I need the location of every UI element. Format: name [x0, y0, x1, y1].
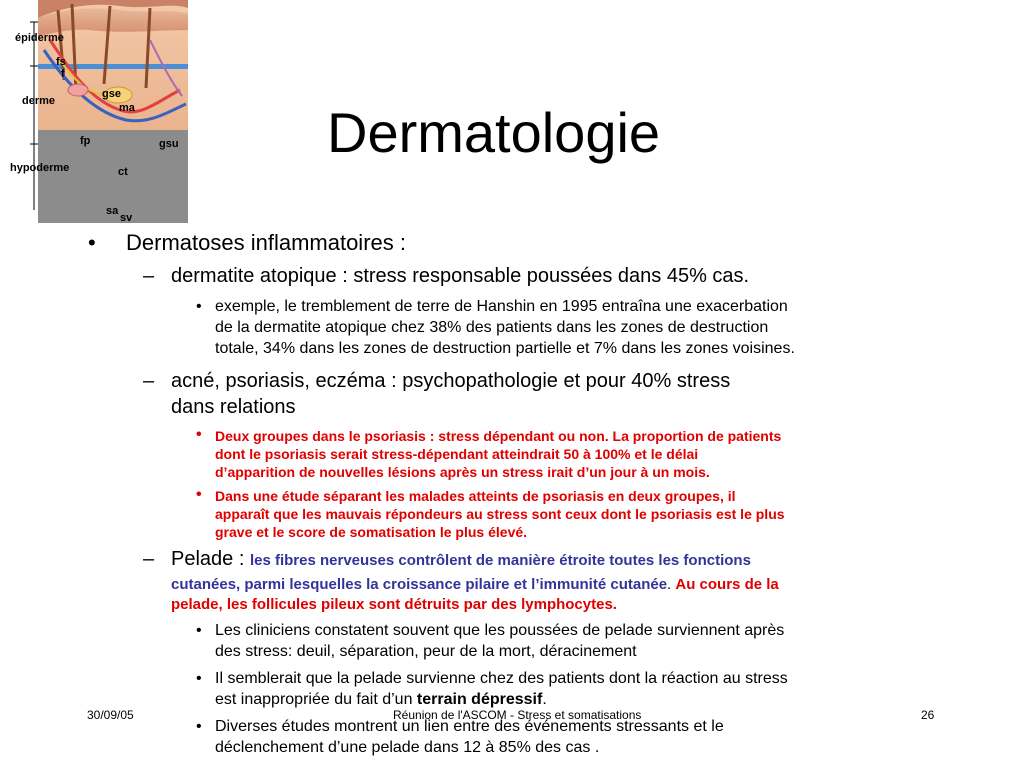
label-ma: ma	[119, 102, 135, 114]
label-epiderme: épiderme	[15, 32, 64, 44]
terrain-depressif: terrain dépressif	[416, 691, 543, 708]
semblerait-pre: est inappropriée du fait d’un	[215, 691, 417, 708]
label-sv: sv	[120, 212, 133, 224]
semblerait-post: .	[542, 691, 547, 708]
label-hypoderme: hypoderme	[10, 162, 70, 174]
example-line-2: de la dermatite atopique chez 38% des patients dans les zones de destruction	[215, 319, 769, 336]
label-derme: derme	[22, 95, 56, 107]
bullet-pelade-2: •	[196, 670, 202, 687]
item-acne-line-2: dans relations	[171, 396, 296, 418]
dash-atopique: –	[143, 265, 155, 287]
pelade-label: Pelade :	[171, 548, 250, 570]
cliniciens-line-2: des stress: deuil, séparation, peur de la mort, déracinement	[215, 643, 637, 660]
footer-date: 30/09/05	[87, 708, 134, 722]
dash-acne: –	[143, 370, 155, 392]
bullet-l1: •	[88, 230, 96, 255]
slide-title: Dermatologie	[327, 101, 661, 164]
bullet-example: •	[196, 298, 202, 315]
label-f: f	[61, 68, 65, 80]
pelade-blue-2: cutanées, parmi lesquelles la croissance pilaire et l’immunité cutanée	[171, 576, 668, 593]
dash-pelade: –	[143, 548, 155, 570]
semblerait-line-2	[215, 689, 547, 710]
pelade-red-2: pelade, les follicules pileux sont détruits par des lymphocytes.	[171, 596, 617, 613]
cliniciens-line-1: Les cliniciens constatent souvent que les poussées de pelade surviennent après	[215, 622, 785, 639]
psoriasis-study-line-1: Dans une étude séparant les malades atteints de psoriasis en deux groupes, il	[215, 488, 736, 504]
label-fs: fs	[56, 56, 66, 68]
pelade-blue-1: les fibres nerveuses contrôlent de manière étroite toutes les fonctions	[249, 552, 751, 569]
psoriasis-study-line-3: grave et le score de somatisation le plus élevé.	[215, 524, 528, 540]
footer-center: Réunion de l'ASCOM - Stress et somatisations	[393, 708, 642, 722]
item-dermatite-atopique: dermatite atopique : stress responsable poussées dans 45% cas.	[171, 265, 750, 287]
bullet-red-2: •	[196, 486, 202, 503]
example-line-3: totale, 34% dans les zones de destruction partielle et 7% dans les zones voisines.	[215, 340, 795, 357]
label-gsu: gsu	[159, 138, 179, 150]
label-gse: gse	[102, 88, 121, 100]
psoriasis-groups-line-3: d’apparition de nouvelles lésions après un stress irait d’un jour à un mois.	[215, 464, 710, 480]
semblerait-line-1: Il semblerait que la pelade survienne chez des patients dont la réaction au stress	[215, 670, 788, 687]
label-sa: sa	[106, 205, 119, 217]
pelade-red-1: Au cours de la	[675, 576, 779, 593]
item-acne-line-1: acné, psoriasis, eczéma : psychopathologie et pour 40% stress	[171, 370, 731, 392]
etudes-line-1: Diverses études montrent un lien entre des événements stressants et le	[215, 718, 724, 735]
skin-diagram	[0, 0, 200, 228]
etudes-line-2: déclenchement d’une pelade dans 12 à 85% des cas .	[215, 739, 600, 756]
label-fp: fp	[80, 135, 91, 147]
pelade-line-1	[171, 547, 751, 573]
footer-page-number: 26	[921, 708, 935, 722]
bullet-pelade-3: •	[196, 718, 202, 735]
psoriasis-groups-line-1: Deux groupes dans le psoriasis : stress dépendant ou non. La proportion de patients	[215, 428, 782, 444]
bullet-red-1: •	[196, 426, 202, 443]
heading-dermatoses: Dermatoses inflammatoires :	[126, 230, 406, 255]
psoriasis-groups-line-2: dont le psoriasis serait stress-dépendant atteindrait 50 à 100% et le délai	[215, 446, 699, 462]
bullet-pelade-1: •	[196, 622, 202, 639]
pelade-line-2	[171, 575, 779, 594]
example-line-1: exemple, le tremblement de terre de Hanshin en 1995 entraîna une exacerbation	[215, 298, 788, 315]
psoriasis-study-line-2: apparaît que les mauvais répondeurs au stress sont ceux dont le psoriasis est le plus	[215, 506, 785, 522]
pelade-period: .	[667, 576, 676, 593]
label-ct: ct	[118, 166, 128, 178]
